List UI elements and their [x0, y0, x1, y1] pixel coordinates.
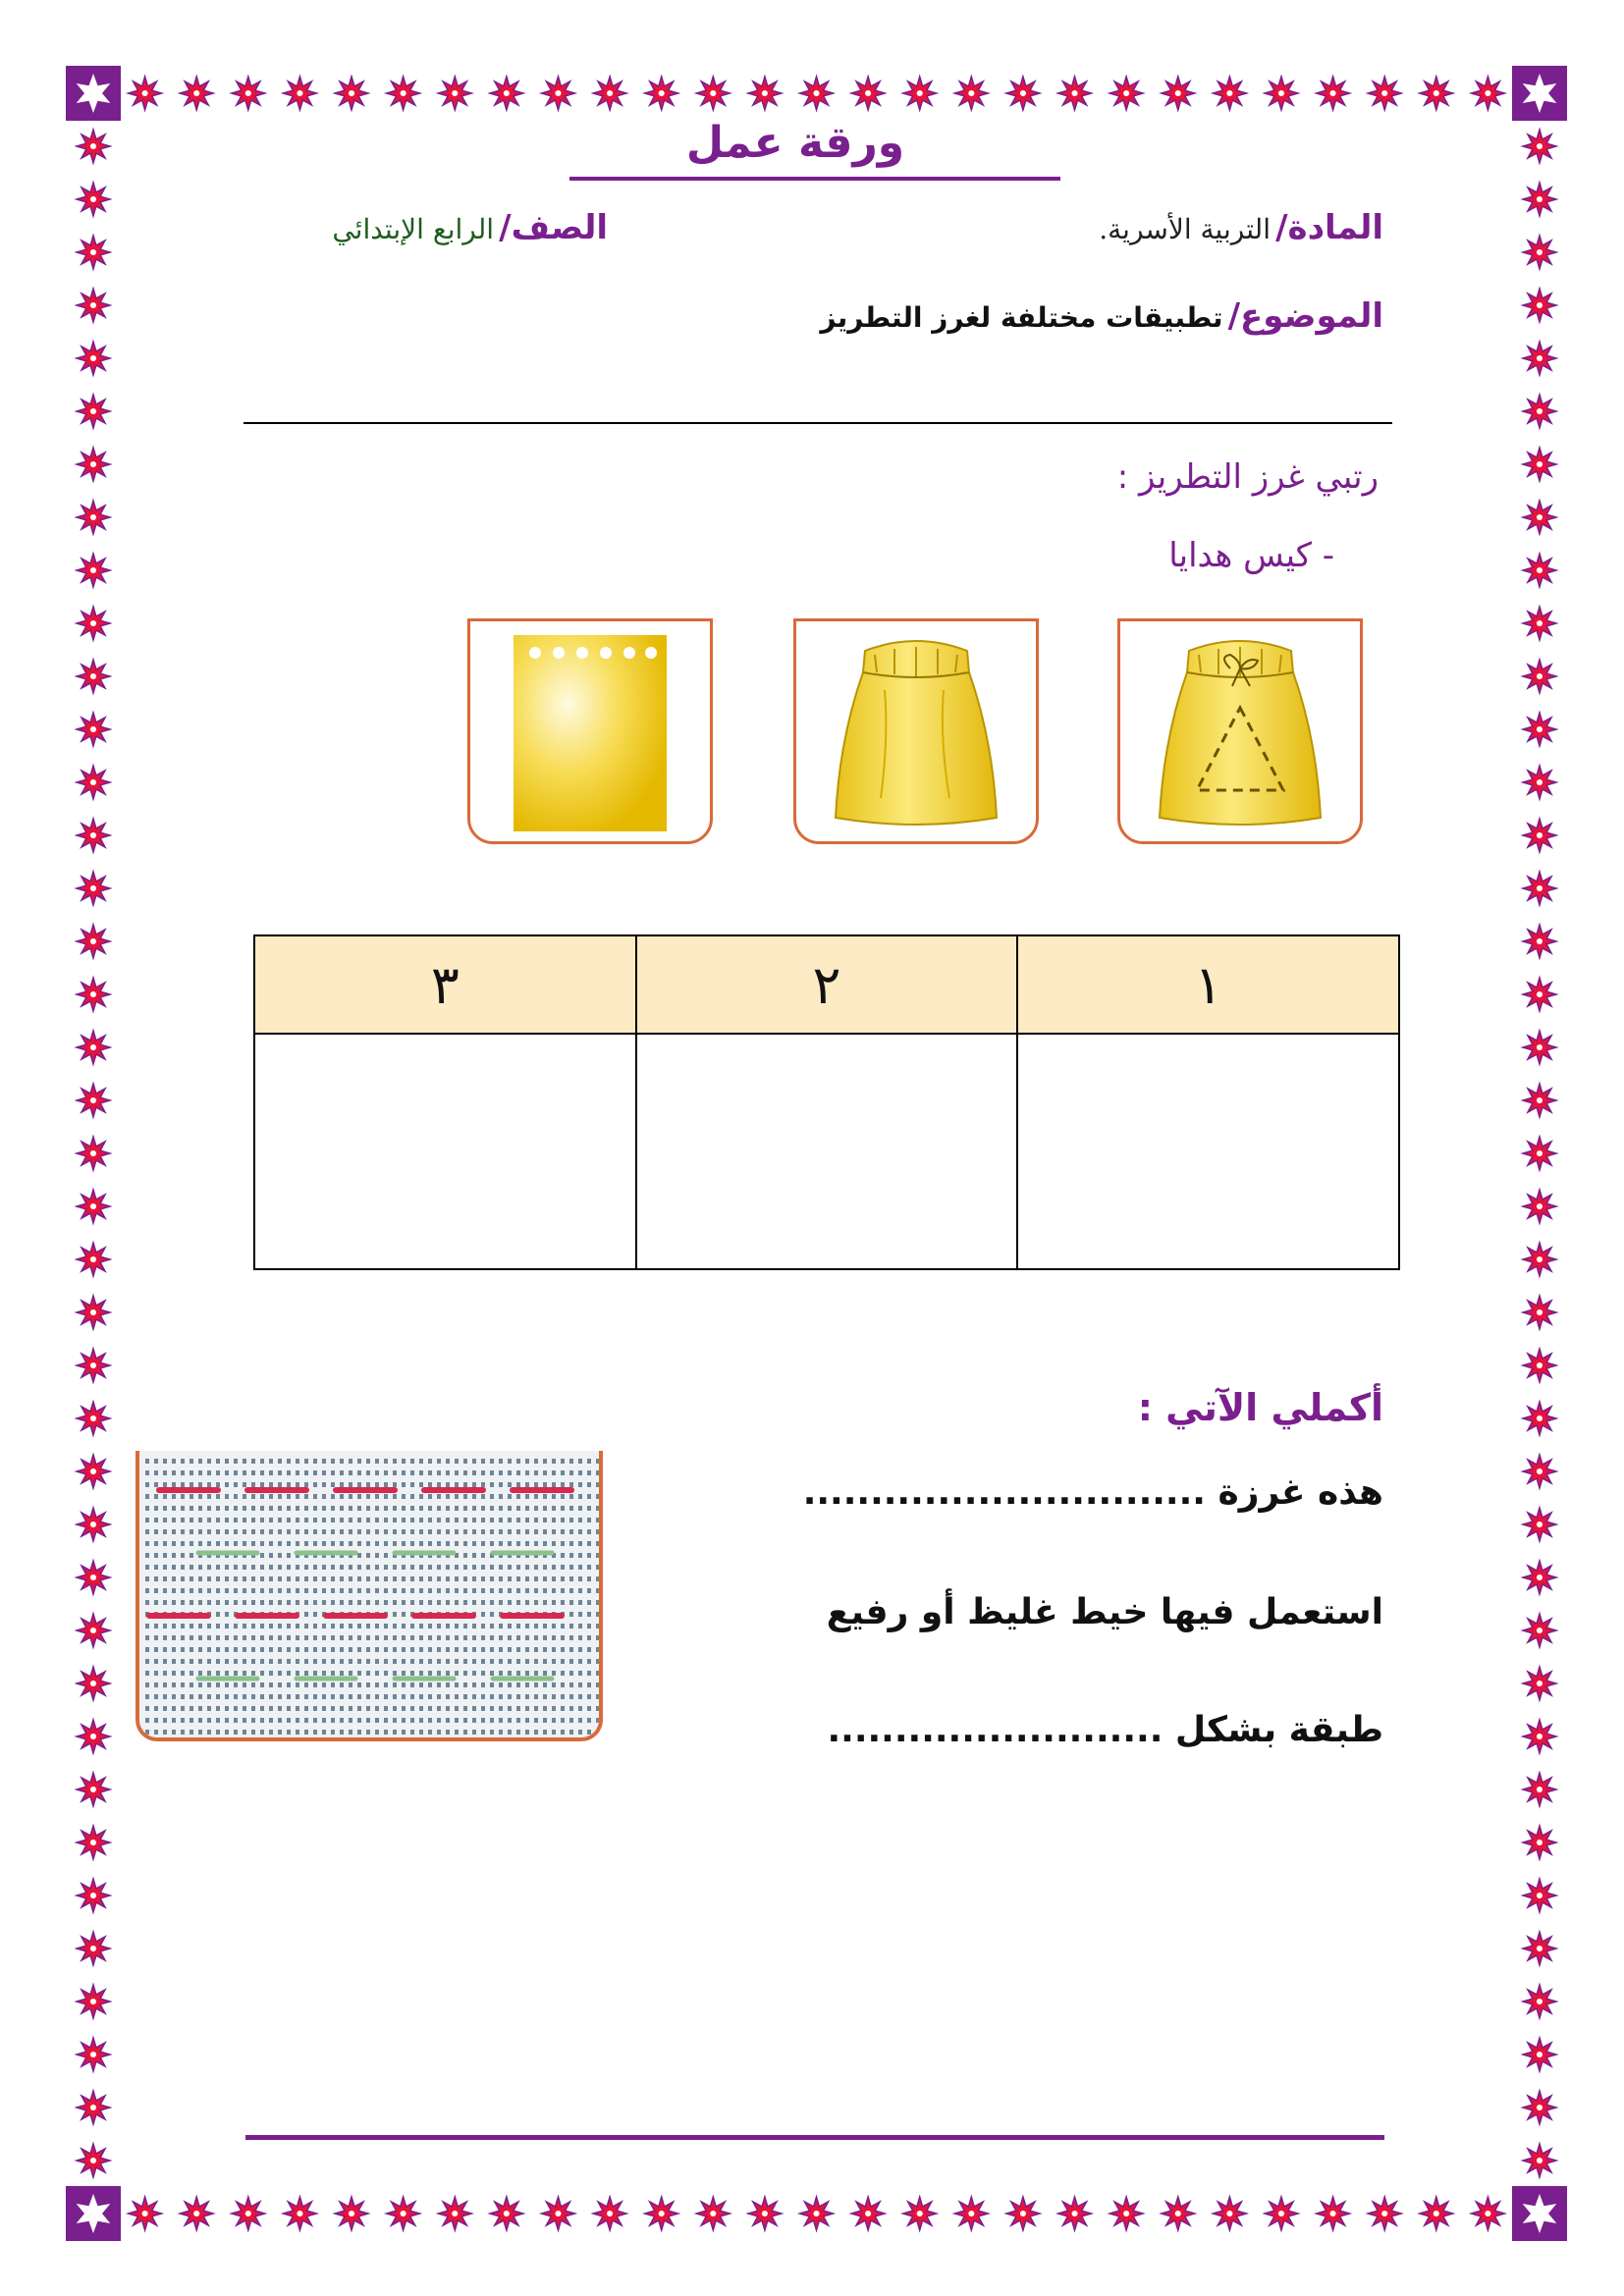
border-star	[77, 501, 110, 534]
running-stitch-sample-image	[135, 1451, 603, 1741]
border-star	[77, 872, 110, 905]
border-star	[542, 77, 575, 110]
border-star	[77, 448, 110, 481]
border-star	[387, 2197, 420, 2230]
border-star	[1317, 2197, 1350, 2230]
border-star	[800, 2197, 834, 2230]
border-star	[77, 2144, 110, 2177]
border-star	[1317, 77, 1350, 110]
border-star	[232, 77, 265, 110]
border-star	[77, 925, 110, 958]
border-star	[335, 77, 368, 110]
border-star	[1523, 183, 1556, 216]
border-star	[1523, 819, 1556, 852]
border-star	[77, 2091, 110, 2124]
border-star	[387, 77, 420, 110]
border-star	[77, 1667, 110, 1700]
border-star	[77, 766, 110, 799]
border-star	[1523, 395, 1556, 428]
border-star	[1523, 766, 1556, 799]
border-star	[851, 2197, 885, 2230]
border-star	[77, 342, 110, 375]
border-star	[1523, 1296, 1556, 1329]
border-star	[1213, 2197, 1246, 2230]
border-star	[1213, 77, 1246, 110]
order-header-1: ١	[1017, 935, 1399, 1034]
grade-label: الصف/	[499, 208, 608, 247]
border-star	[129, 77, 162, 110]
order-header-2: ٢	[636, 935, 1018, 1034]
border-star	[1523, 1985, 1556, 2018]
border-star	[1523, 978, 1556, 1011]
border-star	[232, 2197, 265, 2230]
border-star	[77, 1826, 110, 1859]
border-star	[77, 130, 110, 163]
border-star	[77, 289, 110, 322]
order-answer-table	[253, 934, 1400, 1270]
border-star	[77, 183, 110, 216]
border-star	[1265, 77, 1298, 110]
border-star	[1523, 1879, 1556, 1912]
border-star	[77, 607, 110, 640]
border-star	[1058, 2197, 1092, 2230]
border-star	[800, 77, 834, 110]
border-star	[1523, 2144, 1556, 2177]
border-star	[283, 77, 316, 110]
border-star	[1523, 1508, 1556, 1541]
border-star	[1006, 2197, 1040, 2230]
border-star	[180, 77, 213, 110]
border-star	[1523, 236, 1556, 269]
topic-line	[820, 296, 1383, 336]
border-star	[490, 2197, 523, 2230]
border-star	[903, 2197, 937, 2230]
border-star	[542, 2197, 575, 2230]
title-underline	[569, 177, 1060, 181]
border-star	[438, 77, 471, 110]
border-star	[1523, 448, 1556, 481]
subject-line	[1099, 208, 1383, 247]
border-star	[1006, 77, 1040, 110]
topic-value: تطبيقات مختلفة لغرز التطريز	[820, 301, 1223, 334]
border-star	[129, 2197, 162, 2230]
border-star	[77, 1031, 110, 1064]
border-star	[1523, 289, 1556, 322]
border-star	[1265, 2197, 1298, 2230]
border-star	[77, 1773, 110, 1806]
border-star	[490, 77, 523, 110]
border-star	[77, 1932, 110, 1965]
border-star	[1110, 77, 1143, 110]
yellow-drawstring-bag-image	[793, 618, 1039, 844]
border-star	[77, 236, 110, 269]
border-star	[77, 1349, 110, 1382]
border-star	[77, 1879, 110, 1912]
border-star	[1523, 501, 1556, 534]
worksheet-title: ورقة عمل	[685, 118, 905, 168]
completion-line-1: هذه غرزة ..............................	[802, 1472, 1383, 1513]
grade-value: الرابع الإبتدائي	[332, 213, 495, 245]
border-star	[1471, 77, 1504, 110]
border-star	[1523, 1243, 1556, 1276]
border-star	[851, 77, 885, 110]
border-star	[1523, 1561, 1556, 1594]
border-star	[696, 77, 730, 110]
border-star	[1523, 925, 1556, 958]
border-star	[77, 1084, 110, 1117]
border-star	[77, 2038, 110, 2071]
border-star	[438, 2197, 471, 2230]
question1-item: - كيس هدايا	[1168, 536, 1334, 575]
border-star	[1523, 713, 1556, 746]
border-star	[180, 2197, 213, 2230]
footer-divider	[245, 2135, 1384, 2140]
border-star	[1162, 77, 1195, 110]
question2-instruction: أكملي الآتي :	[1137, 1386, 1383, 1429]
border-star	[1523, 1720, 1556, 1753]
border-star	[1420, 2197, 1453, 2230]
border-star	[1523, 1826, 1556, 1859]
border-star	[1471, 2197, 1504, 2230]
border-star	[1523, 1349, 1556, 1382]
border-star	[77, 1402, 110, 1435]
border-star	[1162, 2197, 1195, 2230]
border-star	[283, 2197, 316, 2230]
border-star	[1523, 1773, 1556, 1806]
border-star	[1420, 77, 1453, 110]
border-star	[77, 713, 110, 746]
question1-instruction: رتبي غرز التطريز :	[1116, 457, 1379, 497]
border-star	[77, 395, 110, 428]
border-star	[77, 1614, 110, 1647]
order-answer-cell-1[interactable]	[1017, 1034, 1399, 1269]
border-star	[1523, 1667, 1556, 1700]
border-star	[1523, 554, 1556, 587]
border-star	[1523, 130, 1556, 163]
completion-line-3: طبقة بشكل .........................	[827, 1710, 1383, 1750]
border-star	[77, 1296, 110, 1329]
border-star	[77, 1720, 110, 1753]
border-star	[1523, 1137, 1556, 1170]
border-star	[645, 2197, 678, 2230]
topic-label: الموضوع/	[1227, 296, 1383, 336]
border-star	[903, 77, 937, 110]
border-star	[77, 1190, 110, 1223]
border-star	[1523, 2091, 1556, 2124]
order-answer-cell-2[interactable]	[636, 1034, 1018, 1269]
border-star	[1523, 1402, 1556, 1435]
subject-label: المادة/	[1275, 208, 1383, 247]
border-star	[954, 2197, 988, 2230]
border-star	[77, 819, 110, 852]
border-star	[1523, 342, 1556, 375]
border-star	[1368, 77, 1401, 110]
border-star	[1523, 872, 1556, 905]
border-star	[1523, 1455, 1556, 1488]
border-star	[645, 77, 678, 110]
border-star	[1523, 1084, 1556, 1117]
border-star	[77, 1985, 110, 2018]
border-star	[1523, 607, 1556, 640]
yellow-bag-with-triangle-stitch-image	[1117, 618, 1363, 844]
border-star	[593, 77, 626, 110]
border-star	[954, 77, 988, 110]
border-star	[77, 1508, 110, 1541]
border-star	[77, 1455, 110, 1488]
completion-line-2: استعمل فيها خيط غليظ أو رفيع	[826, 1592, 1383, 1632]
border-star	[1110, 2197, 1143, 2230]
border-star	[748, 2197, 782, 2230]
border-star	[1523, 660, 1556, 693]
subject-value: التربية الأسرية.	[1099, 213, 1271, 245]
border-star	[1368, 2197, 1401, 2230]
border-star	[1523, 1614, 1556, 1647]
order-header-3: ٣	[254, 935, 636, 1034]
yellow-fabric-rectangle-image	[467, 618, 713, 844]
border-star	[1523, 2038, 1556, 2071]
header-divider	[244, 422, 1392, 424]
border-star	[1523, 1932, 1556, 1965]
border-star	[1058, 77, 1092, 110]
border-star	[593, 2197, 626, 2230]
border-star	[748, 77, 782, 110]
border-star	[696, 2197, 730, 2230]
order-answer-cell-3[interactable]	[254, 1034, 636, 1269]
border-star	[1523, 1190, 1556, 1223]
border-star	[77, 978, 110, 1011]
border-star	[1523, 1031, 1556, 1064]
border-star	[77, 554, 110, 587]
border-star	[335, 2197, 368, 2230]
border-star	[77, 1137, 110, 1170]
border-star	[77, 1561, 110, 1594]
border-star	[77, 660, 110, 693]
border-star	[77, 1243, 110, 1276]
grade-line	[332, 208, 608, 247]
